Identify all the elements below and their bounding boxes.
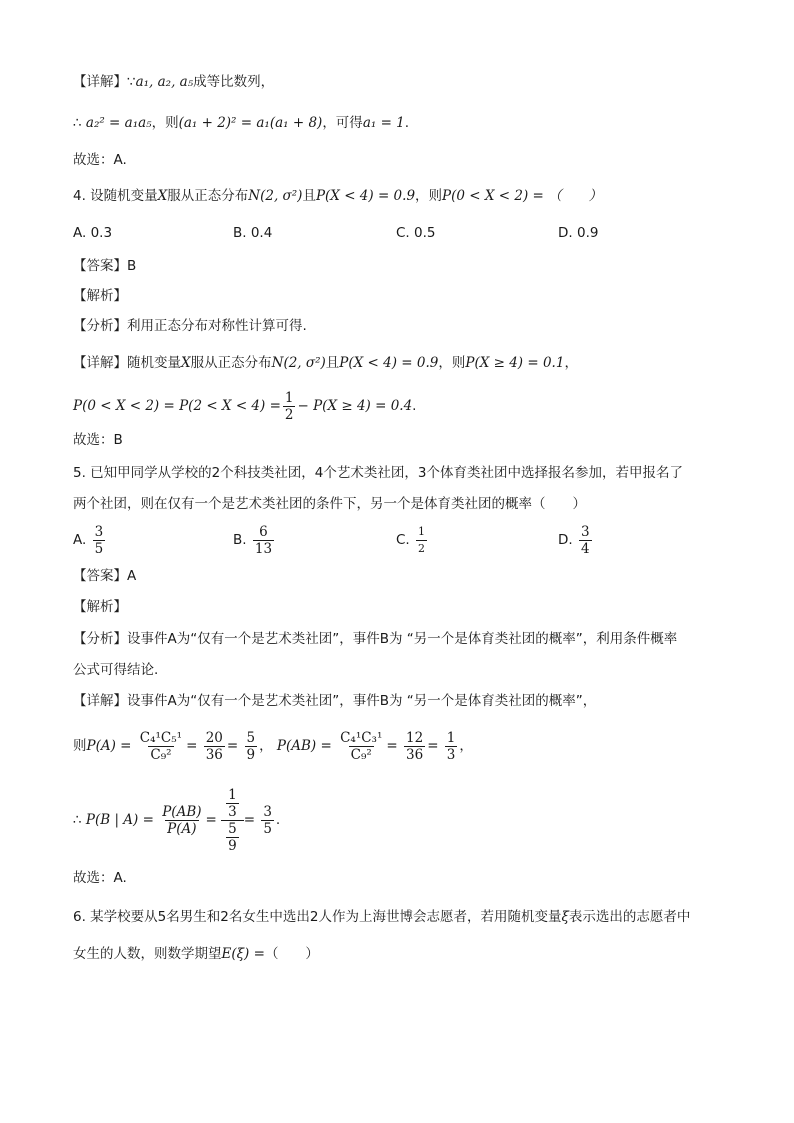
pa-frac-1 bbox=[138, 730, 184, 763]
fraction-denominator: 4 bbox=[580, 540, 590, 557]
result-fraction bbox=[261, 804, 274, 837]
q4-stem-d: ，则 bbox=[415, 188, 443, 204]
q5-option-c bbox=[396, 520, 429, 560]
fenxi-tag: 【分析】 bbox=[73, 318, 127, 334]
q5-fenxi-line-2: 公式可得结论. bbox=[73, 662, 159, 678]
fraction-numerator: 20 bbox=[205, 729, 223, 746]
equation-end: . bbox=[404, 115, 410, 131]
q6-expectation: E(ξ) = bbox=[221, 946, 265, 962]
fraction-denominator: 2 bbox=[284, 406, 294, 423]
q6-stem-a: 6. 某学校要从5名男生和2名女生中选出2人作为上海世博会志愿者，若用随机变量 bbox=[73, 909, 562, 925]
detail-text: 设事件A为“仅有一个是艺术类社团”，事件B为 “另一个是体育类社团的概率”， bbox=[127, 693, 597, 709]
q4-calc-b: − P(X ≥ 4) = 0.4 bbox=[297, 398, 413, 414]
pab-lhs: P(AB) = bbox=[276, 738, 332, 754]
equation-c: a₁ = 1 bbox=[362, 115, 405, 131]
detail-line-q3 bbox=[73, 72, 274, 92]
fraction-denominator: 5 bbox=[263, 820, 272, 837]
fraction-numerator: C₄¹C₅¹ bbox=[139, 729, 183, 746]
option-fraction bbox=[253, 524, 274, 557]
q4-detail-a: 随机变量 bbox=[127, 355, 181, 371]
q5-analysis-tag: 【解析】 bbox=[73, 599, 127, 615]
q5-stem-line-2: 两个社团，则在仅有一个是艺术类社团的条件下，另一个是体育类社团的概率（ ） bbox=[73, 496, 586, 512]
q4-detail-dist: N(2, σ²) bbox=[271, 355, 326, 371]
q5-final: 故选：A. bbox=[73, 870, 127, 886]
q4-option-b: B. 0.4 bbox=[233, 225, 273, 241]
q4-detail-b: 服从正态分布 bbox=[190, 355, 272, 371]
option-fraction bbox=[93, 524, 106, 557]
fraction-denominator: 36 bbox=[406, 746, 424, 763]
pa-frac-3 bbox=[245, 730, 258, 763]
equals: = bbox=[186, 738, 198, 754]
top-fraction bbox=[226, 787, 239, 820]
fraction-denominator: 5 bbox=[94, 540, 104, 557]
fraction-denominator: 9 bbox=[228, 837, 237, 854]
equals: = bbox=[427, 738, 439, 754]
q4-ask: P(0 < X < 2) = （ ） bbox=[442, 188, 603, 204]
q6-stem-c: 女生的人数，则数学期望 bbox=[73, 946, 222, 962]
q4-distribution: N(2, σ²) bbox=[248, 188, 303, 204]
equals: = bbox=[226, 738, 239, 754]
q6-variable: ξ bbox=[561, 909, 569, 925]
fraction-denominator: P(A) bbox=[167, 820, 197, 837]
q4-calc-line bbox=[73, 388, 416, 424]
q4-detail-e: P(X ≥ 4) = 0.1 bbox=[465, 355, 565, 371]
q5-stem-line-1: 5. 已知甲同学从学校的2个科技类社团，4个艺术类社团，3个体育类社团中选择报名参加，若甲报名了 bbox=[73, 465, 683, 481]
equals: = bbox=[243, 812, 256, 828]
fraction-numerator: 6 bbox=[259, 523, 268, 540]
equation-tail: ，可得 bbox=[322, 115, 363, 131]
detail-tag: 【详解】 bbox=[73, 693, 127, 709]
separator: ， bbox=[459, 738, 473, 754]
therefore-symbol: ∴ bbox=[73, 812, 82, 828]
q4-stem-a: 4. 设随机变量 bbox=[73, 188, 158, 204]
q5-answer-line bbox=[73, 566, 136, 586]
q4-fenxi-line bbox=[73, 316, 307, 336]
separator: ， bbox=[259, 738, 273, 754]
fraction-denominator: 13 bbox=[254, 540, 273, 557]
fraction-numerator: P(AB) bbox=[162, 803, 202, 820]
compound-bottom bbox=[221, 820, 244, 854]
pab-frac-2 bbox=[404, 730, 425, 763]
fraction-numerator: 1 bbox=[228, 786, 237, 803]
q6-stem-line-2 bbox=[73, 944, 319, 964]
q5-probability-line bbox=[73, 724, 473, 768]
q4-variable: X bbox=[157, 188, 168, 204]
fenxi-tag: 【分析】 bbox=[73, 631, 127, 647]
fraction-numerator: C₄¹C₃¹ bbox=[340, 729, 383, 746]
equals: = bbox=[386, 738, 398, 754]
sequence-terms: a₁, a₂, a₅ bbox=[135, 74, 194, 90]
fenxi-text: 设事件A为“仅有一个是艺术类社团”，事件B为 “另一个是体育类社团的概率”，利用条件概率 bbox=[127, 631, 678, 647]
fraction-numerator: 5 bbox=[228, 820, 237, 837]
q5-option-d bbox=[558, 520, 594, 560]
answer-tag: 【答案】 bbox=[73, 258, 127, 274]
pa-prefix: 则 bbox=[73, 738, 87, 754]
equation-a: a₂² = a₁a₅ bbox=[85, 115, 152, 131]
fraction-half bbox=[283, 390, 296, 423]
option-label: A. bbox=[73, 532, 87, 548]
q4-detail-cond: P(X < 4) = 0.9 bbox=[339, 355, 439, 371]
detail-tag: 【详解】 bbox=[73, 74, 127, 90]
equals: = bbox=[205, 812, 217, 828]
pab-frac-1 bbox=[338, 730, 384, 763]
equation-b: (a₁ + 2)² = a₁(a₁ + 8) bbox=[178, 115, 323, 131]
q5-option-a bbox=[73, 520, 107, 560]
equation-connector: ，则 bbox=[151, 115, 179, 131]
question-4-stem bbox=[73, 186, 602, 206]
equation-line-q3 bbox=[73, 113, 409, 133]
q6-stem-d: （ ） bbox=[264, 946, 319, 962]
q5-fenxi-line-1 bbox=[73, 629, 677, 649]
fraction-denominator: 36 bbox=[205, 746, 223, 763]
option-label: C. bbox=[396, 532, 410, 548]
q5-detail-line bbox=[73, 691, 596, 711]
fraction-denominator: 3 bbox=[446, 746, 456, 763]
answer-value: A bbox=[127, 568, 137, 584]
answer-tag: 【答案】 bbox=[73, 568, 127, 584]
q6-stem-line-1 bbox=[73, 907, 690, 927]
pa-frac-2 bbox=[204, 730, 225, 763]
q4-option-d: D. 0.9 bbox=[558, 225, 599, 241]
fraction-numerator: 1 bbox=[446, 729, 456, 746]
bottom-fraction bbox=[226, 821, 239, 854]
q4-detail-var: X bbox=[181, 355, 191, 371]
option-label: D. bbox=[558, 532, 573, 548]
q4-condition: P(X < 4) = 0.9 bbox=[315, 188, 416, 204]
fraction-numerator: 3 bbox=[94, 523, 104, 540]
therefore-symbol: ∴ bbox=[73, 115, 82, 131]
fraction-denominator: 9 bbox=[246, 746, 256, 763]
q6-stem-b: 表示选出的志愿者中 bbox=[568, 909, 691, 925]
fraction-numerator: 12 bbox=[406, 729, 424, 746]
fraction-numerator: 5 bbox=[246, 729, 256, 746]
fraction-numerator: 3 bbox=[580, 523, 590, 540]
q4-answer-line bbox=[73, 256, 136, 276]
compound-top bbox=[221, 787, 244, 820]
pab-frac-3 bbox=[445, 730, 458, 763]
q4-detail-d: ，则 bbox=[438, 355, 466, 371]
fraction-denominator: C₉² bbox=[150, 746, 172, 763]
q4-detail-f: ， bbox=[564, 355, 578, 371]
q4-calc-end: . bbox=[412, 398, 417, 414]
compound-fraction bbox=[221, 787, 244, 854]
answer-line-q3: 故选：A. bbox=[73, 152, 127, 168]
q4-calc-a: P(0 < X < 2) = P(2 < X < 4) = bbox=[73, 398, 281, 414]
q4-detail-line bbox=[73, 353, 578, 373]
fraction-denominator: C₉² bbox=[350, 746, 372, 763]
option-label: B. bbox=[233, 532, 247, 548]
q4-stem-c: 且 bbox=[302, 188, 316, 204]
end-period: . bbox=[275, 812, 281, 828]
fraction-numerator: 3 bbox=[263, 803, 272, 820]
pa-lhs: P(A) = bbox=[86, 738, 132, 754]
detail-text: 成等比数列， bbox=[193, 74, 275, 90]
option-fraction bbox=[416, 524, 427, 557]
cond-frac bbox=[160, 804, 203, 837]
fenxi-text: 利用正态分布对称性计算可得. bbox=[127, 318, 307, 334]
detail-tag: 【详解】 bbox=[73, 355, 127, 371]
q4-option-c: C. 0.5 bbox=[396, 225, 436, 241]
fraction-numerator: 1 bbox=[284, 389, 294, 406]
fraction-numerator: 1 bbox=[418, 524, 426, 538]
fraction-denominator: 2 bbox=[418, 541, 426, 555]
fraction-denominator: 3 bbox=[228, 803, 237, 820]
q4-option-a: A. 0.3 bbox=[73, 225, 113, 241]
q4-analysis-tag: 【解析】 bbox=[73, 288, 127, 304]
answer-value: B bbox=[127, 258, 137, 274]
q4-final: 故选：B bbox=[73, 432, 123, 448]
q5-conditional-line bbox=[73, 782, 280, 858]
q5-option-b bbox=[233, 520, 276, 560]
because-symbol: ∵ bbox=[127, 74, 136, 90]
q4-detail-c: 且 bbox=[325, 355, 340, 371]
q4-stem-b: 服从正态分布 bbox=[167, 188, 249, 204]
cond-lhs: P(B | A) = bbox=[85, 812, 154, 828]
option-fraction bbox=[579, 524, 592, 557]
